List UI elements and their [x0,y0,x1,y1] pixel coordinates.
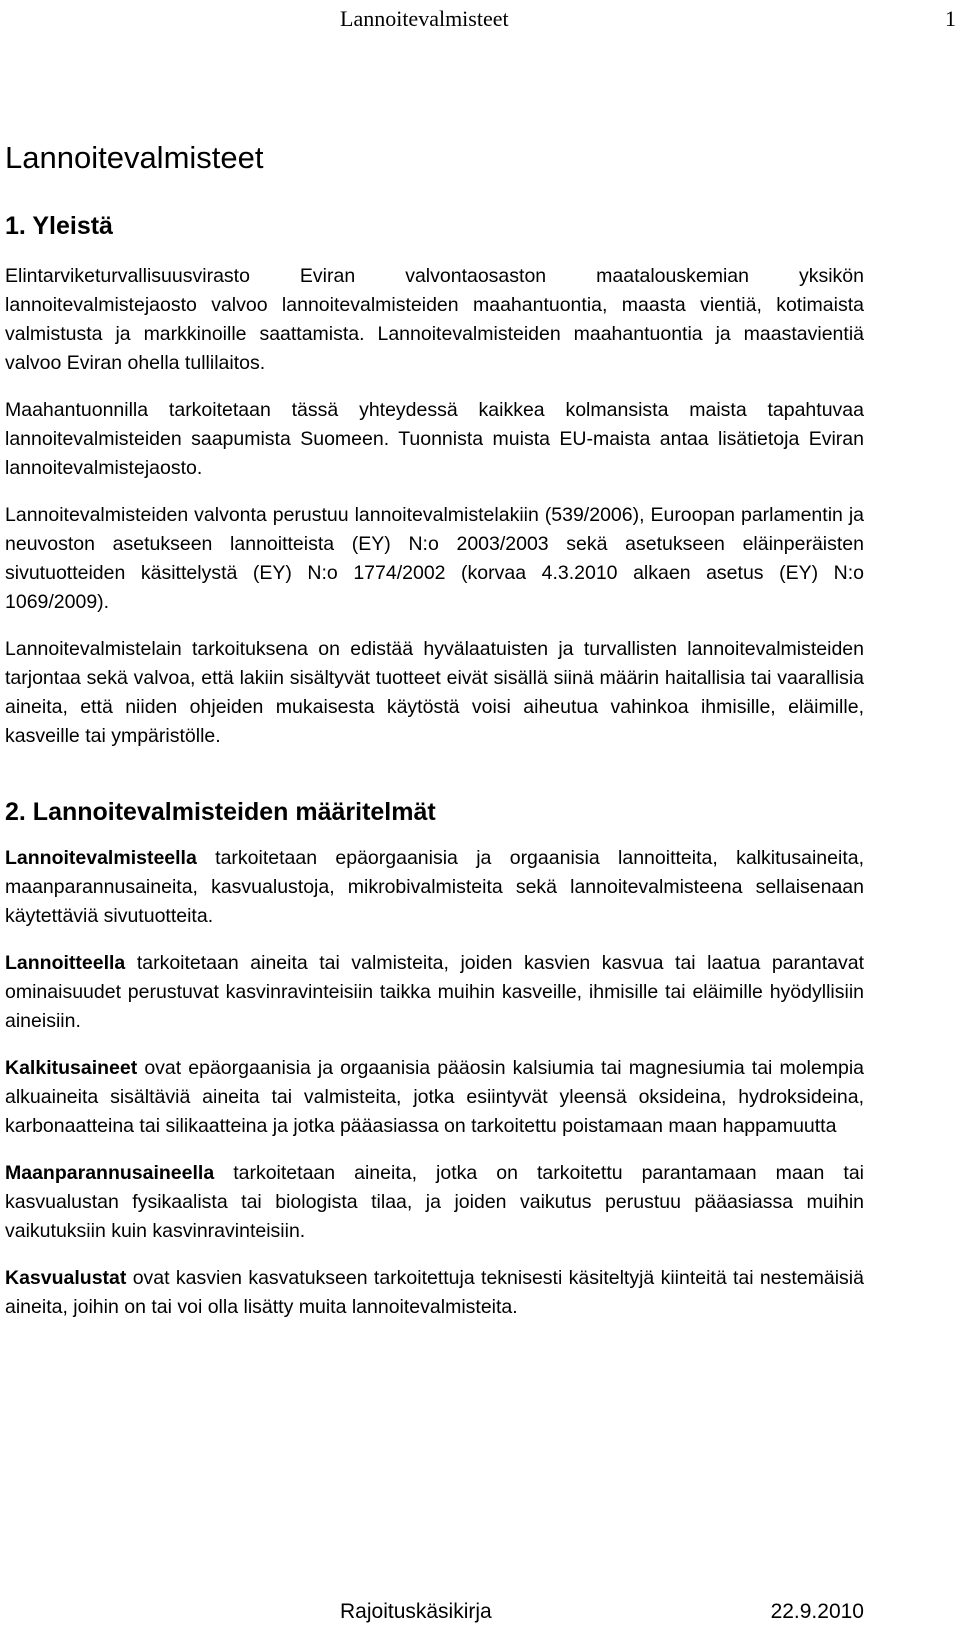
definition-term: Lannoitteella [5,952,126,974]
section-heading-definitions: 2. Lannoitevalmisteiden määritelmät [5,798,436,826]
definition-text: ovat kasvien kasvatukseen tarkoitettuja teknisesti käsiteltyjä kiinteitä tai nestemäisiä aineita, joihin on tai voi olla lisätty muita lannoitevalmisteita. [5,1267,864,1318]
page-number: 1 [945,6,956,31]
document-title: Lannoitevalmisteet [5,140,264,175]
paragraph: Elintarviketurvallisuusvirasto Eviran valvontaosaston maatalouskemian yksikön lannoitevalmistejaosto valvoo lannoitevalmisteiden maahantuontia, maasta vientiä, kotimaista valmistusta ja markkinoille saattamista. Lannoitevalmisteiden maahantuontia ja maastavientiä valvoo Eviran ohella tullilaitos. [5,265,864,374]
definition-paragraph [5,949,864,1036]
definition-text: tarkoitetaan aineita, jotka on tarkoitettu parantamaan maan tai kasvualustan fysikaalista tai biologista tilaa, ja joiden vaikutus perustuu pääasiassa muihin vaikutuksiin kuin kasvinravinteisiin. [5,1162,864,1242]
definition-text: ovat epäorgaanisia ja orgaanisia pääosin kalsiumia tai magnesiumia tai molempia alkuaineita sisältäviä aineita tai valmisteita, jotka esiintyvät yleensä oksideina, hydroksideina, karbonaatteina tai silikaatteina ja jotka pääasiassa on tarkoitettu poistamaan maan happamuutta [5,1057,864,1137]
document-body [5,138,864,1340]
running-header-title: Lannoitevalmisteet [340,6,509,31]
definition-text: tarkoitetaan aineita tai valmisteita, joiden kasvien kasvua tai laatua parantavat ominaisuudet perustuvat kasvinravinteisiin taikka muihin kasveille, ihmisille tai eläimille hyödyllisiin aineisiin. [5,952,864,1032]
definition-paragraph [5,1159,864,1246]
paragraph: Maahantuonnilla tarkoitetaan tässä yhteydessä kaikkea kolmansista maista tapahtuvaa lannoitevalmisteiden saapumista Suomeen. Tuonnista muista EU-maista antaa lisätietoja Eviran lannoitevalmistejaosto. [5,399,864,479]
footer-document-name: Rajoituskäsikirja [340,1600,492,1623]
definition-term: Maanparannusaineella [5,1162,215,1184]
definition-text: tarkoitetaan epäorgaanisia ja orgaanisia lannoitteita, kalkitusaineita, maanparannusaineita, kasvualustoja, mikrobivalmisteita sekä lannoitevalmisteena sellaisenaan käytettäviä sivutuotteita. [5,847,864,927]
definition-paragraph [5,844,864,931]
paragraph: Lannoitevalmisteiden valvonta perustuu lannoitevalmistelakiin (539/2006), Euroopan parlamentin ja neuvoston asetukseen lannoitteista (EY) N:o 2003/2003 sekä asetukseen eläinperäisten sivutuotteiden käsittelystä (EY) N:o 1774/2002 (korvaa 4.3.2010 alkaen asetus (EY) N:o 1069/2009). [5,504,864,613]
definition-term: Kasvualustat [5,1267,127,1289]
definition-paragraph [5,1264,864,1322]
page-footer [340,1596,864,1628]
footer-date: 22.9.2010 [770,1600,864,1623]
definition-term: Lannoitevalmisteella [5,847,197,869]
definition-paragraph [5,1054,864,1141]
definition-term: Kalkitusaineet [5,1057,138,1079]
running-header [340,4,956,34]
section-heading-general: 1. Yleistä [5,212,113,240]
paragraph: Lannoitevalmistelain tarkoituksena on edistää hyvälaatuisten ja turvallisten lannoitevalmisteiden tarjontaa sekä valvoa, että lakiin sisältyvät tuotteet eivät sisällä siinä määrin haitallisia tai vaarallisia aineita, että niiden ohjeiden mukaisesta käytöstä voisi aiheutua vahinkoa ihmisille, eläimille, kasveille tai ympäristölle. [5,638,864,747]
